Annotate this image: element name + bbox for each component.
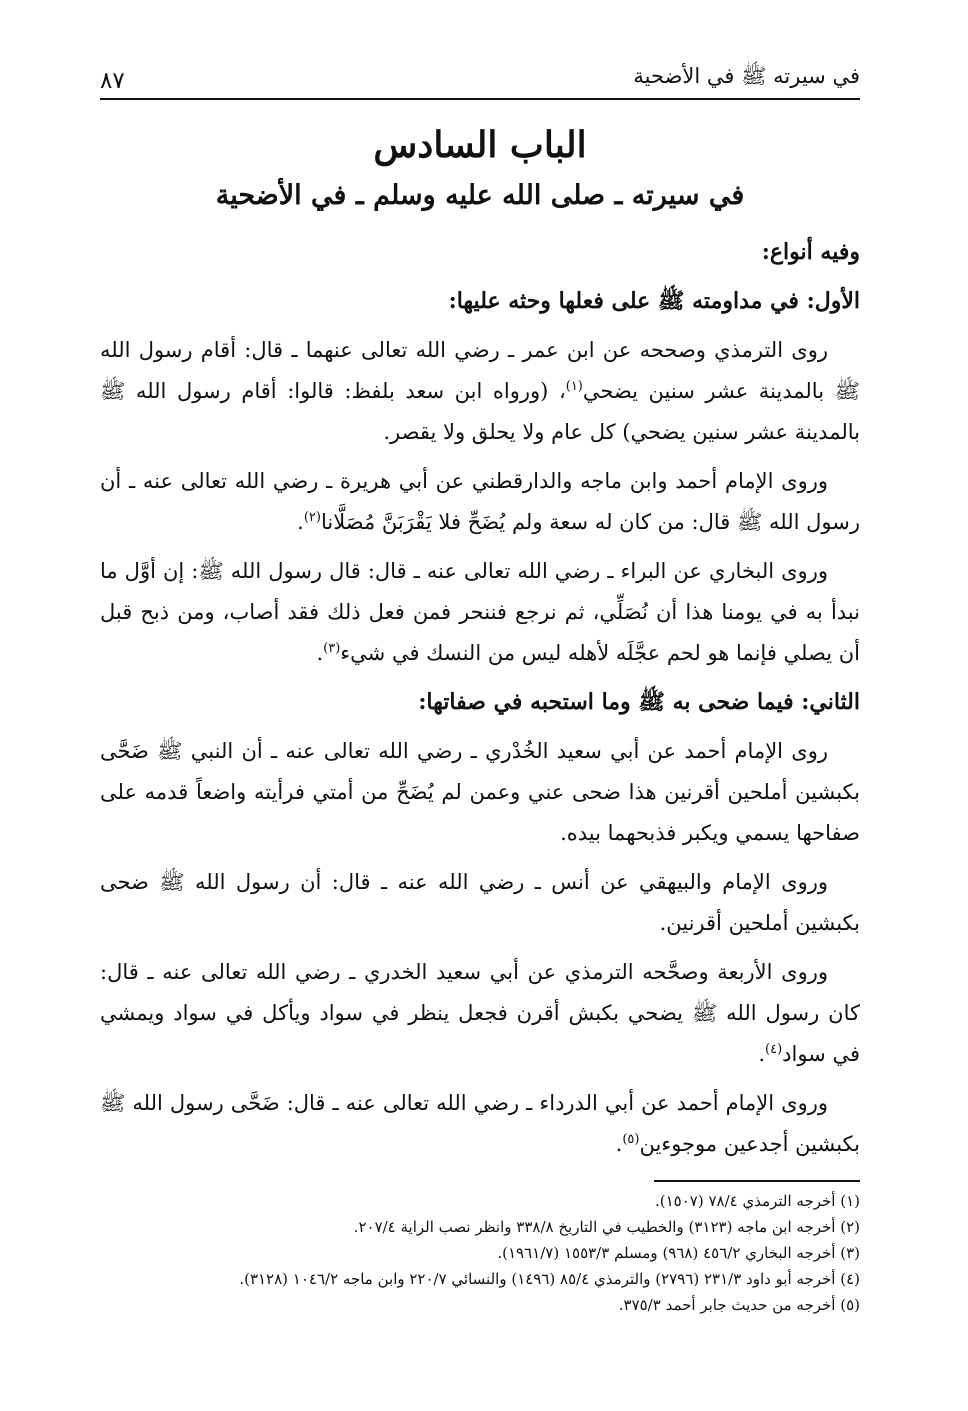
intro-line: وفيه أنواع: (761, 239, 860, 265)
section-heading-2: الثاني: فيما ضحى به ﷺ وما استحبه في صفاتها: (418, 689, 860, 715)
paragraph-1-cont: ، (ورواه ابن سعد بلفظ: قالوا: أقام رسول الله ﷺ بالمدينة عشر سنين يضحي) كل عام ولا يحلق ولا يقصر. (100, 379, 860, 444)
chapter-subtitle: في سيرته ـ صلى الله عليه وسلم ـ في الأضحية (215, 180, 745, 211)
footnote-ref-3: (٣) (323, 641, 341, 656)
paragraph-4: روى الإمام أحمد عن أبي سعيد الخُدْري ـ رضي الله تعالى عنه ـ أن النبي ﷺ ضَحَّى بكبشين أملحين أقرنين هذا ضحى عني وعمن لم يُضَحِّ من أمتي فرأيته واضعاً قدمه على صفاحها يسمي ويكبر فذبحهما بيده. (100, 739, 860, 845)
footnote-divider (654, 1180, 860, 1182)
paragraph-7 (100, 1083, 860, 1165)
chapter-title: الباب السادس (373, 124, 587, 166)
paragraph-2 (100, 461, 860, 543)
paragraph-1-text: روى الترمذي وصححه عن ابن عمر ـ رضي الله تعالى عنهما ـ قال: أقام رسول الله ﷺ بالمدينة عشر سنين يضحي (100, 338, 860, 403)
footnote-ref-1: (١) (565, 379, 583, 394)
paragraph-6-end: . (758, 1042, 765, 1066)
footnotes (100, 1188, 860, 1318)
paragraph-5: وروى الإمام والبيهقي عن أنس ـ رضي الله عنه ـ قال: أن رسول الله ﷺ ضحى بكبشين أملحين أقرنين. (100, 870, 860, 935)
footnote-ref-4: (٤) (765, 1042, 783, 1057)
paragraph-1 (100, 330, 860, 453)
footnote-2: (٢) أخرجه ابن ماجه (٣١٢٣) والخطيب في التاريخ ٣٣٨/٨ وانظر نصب الراية ٢٠٧/٤. (353, 1218, 860, 1236)
paragraph-3-text: وروى البخاري عن البراء ـ رضي الله تعالى عنه ـ قال: قال رسول الله ﷺ: إن أوَّل ما نبدأ به في يومنا هذا أن نُصَلِّي، ثم نرجع فننحر فمن فعل ذلك فقد أصاب، ومن ذبح قبل أن يصلي فإنما هو لحم عجَّلَه لأهله ليس من النسك في شيء (100, 559, 860, 665)
paragraph-7-end: . (615, 1132, 623, 1156)
paragraph-6-text: وروى الأربعة وصحَّحه الترمذي عن أبي سعيد الخدري ـ رضي الله تعالى عنه ـ قال: كان رسول الله ﷺ يضحي بكبش أقرن فجعل ينظر في سواد ويأكل في سواد ويمشي في سواد (100, 960, 860, 1066)
running-title: في سيرته ﷺ في الأضحية (633, 64, 860, 88)
footnote-5: (٥) أخرجه من حديث جابر أحمد ٣٧٥/٣. (618, 1296, 860, 1314)
paragraph-3-end: . (316, 641, 324, 665)
paragraph-3 (100, 551, 860, 674)
paragraph-2-text: وروى الإمام أحمد وابن ماجه والدارقطني عن أبي هريرة ـ رضي الله تعالى عنه ـ أن رسول الله ﷺ قال: من كان له سعة ولم يُضَحِّ فلا يَقْرَبَنَّ مُصَلَّانا (100, 469, 860, 534)
footnote-3: (٣) أخرجه البخاري ٤٥٦/٢ (٩٦٨) ومسلم ١٥٥٣/٣ (١٩٦١/٧). (497, 1244, 860, 1262)
page-number: ٨٧ (100, 68, 125, 94)
footnote-ref-5: (٥) (622, 1132, 640, 1147)
footnote-4: (٤) أخرجه أبو داود ٢٣١/٣ (٢٧٩٦) والترمذي ٨٥/٤ (١٤٩٦) والنسائي ٢٢٠/٧ وابن ماجه ١٠٤٦/٢ (٣١٢٨). (239, 1270, 860, 1288)
paragraph-7-text: وروى الإمام أحمد عن أبي الدرداء ـ رضي الله تعالى عنه ـ قال: ضَحَّى رسول الله ﷺ بكبشين أجدعين موجوءين (100, 1091, 860, 1156)
section-heading-1: الأول: في مداومته ﷺ على فعلها وحثه عليها: (448, 288, 860, 314)
footnote-ref-2: (٢) (303, 510, 321, 525)
running-header (100, 56, 860, 100)
footnote-1: (١) أخرجه الترمذي ٧٨/٤ (١٥٠٧). (654, 1192, 860, 1210)
paragraph-2-end: . (297, 510, 304, 534)
body-text (100, 232, 860, 1173)
paragraph-6 (100, 952, 860, 1075)
